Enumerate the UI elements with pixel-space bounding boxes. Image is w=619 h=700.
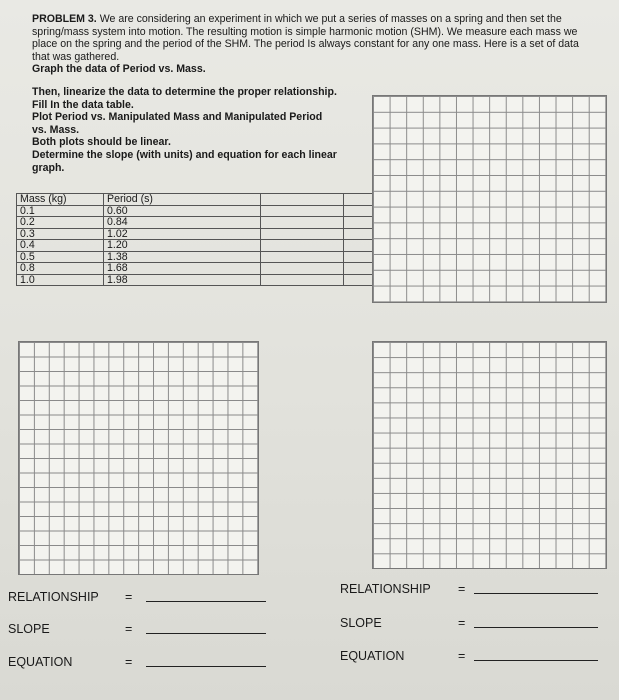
header-period: Period (s): [104, 194, 261, 206]
table-row: [17, 240, 429, 252]
equation-equals-right: =: [458, 649, 466, 663]
period-cell: 1.38: [104, 251, 261, 263]
blank-cell[interactable]: [261, 251, 344, 263]
equation-equals-left: =: [125, 655, 133, 669]
mass-cell: 0.4: [17, 240, 104, 252]
mass-cell: 1.0: [17, 274, 104, 286]
slope-blank-right[interactable]: [474, 627, 598, 628]
slope-label-left: SLOPE: [8, 622, 50, 636]
relationship-blank-right[interactable]: [474, 593, 598, 594]
mass-cell: 0.2: [17, 217, 104, 229]
mass-cell: 0.3: [17, 228, 104, 240]
blank-cell[interactable]: [261, 228, 344, 240]
period-cell: 1.98: [104, 274, 261, 286]
period-cell: 0.60: [104, 205, 261, 217]
slope-blank-left[interactable]: [146, 633, 266, 634]
table-row: [17, 263, 429, 275]
period-cell: 1.02: [104, 228, 261, 240]
relationship-blank-left[interactable]: [146, 601, 266, 602]
slope-label-right: SLOPE: [340, 616, 382, 630]
slope-equals-right: =: [458, 616, 466, 630]
table-row: [17, 228, 429, 240]
blank-cell[interactable]: [261, 274, 344, 286]
equation-label-left: EQUATION: [8, 655, 73, 669]
blank-cell[interactable]: [261, 217, 344, 229]
blank-cell[interactable]: [261, 205, 344, 217]
graph-grid-bottom-left[interactable]: [18, 341, 259, 575]
table-header-row: [17, 194, 429, 206]
relationship-label-left: RELATIONSHIP: [8, 590, 99, 604]
blank-cell[interactable]: [261, 263, 344, 275]
instruction-1: Graph the data of Period vs. Mass.: [32, 63, 206, 76]
equation-label-right: EQUATION: [340, 649, 405, 663]
table-row: [17, 217, 429, 229]
mass-cell: 0.5: [17, 251, 104, 263]
problem-text: [32, 13, 592, 63]
relationship-equals-right: =: [458, 582, 466, 596]
mass-cell: 0.8: [17, 263, 104, 275]
task-2: Plot Period vs. Manipulated Mass and Manipulated Period vs. Mass.: [32, 111, 323, 136]
table-row: [17, 205, 429, 217]
data-table: [16, 193, 429, 286]
table-row: [17, 251, 429, 263]
period-cell: 0.84: [104, 217, 261, 229]
equation-blank-left[interactable]: [146, 666, 266, 667]
table-row: [17, 274, 429, 286]
header-mass: Mass (kg): [17, 194, 104, 206]
task-4: Determine the slope (with units) and equation for each linear graph.: [32, 148, 337, 174]
period-cell: 1.20: [104, 240, 261, 252]
graph-grid-top-right[interactable]: [372, 95, 607, 303]
problem-number: PROBLEM 3.: [32, 13, 97, 25]
relationship-equals-left: =: [125, 590, 133, 604]
header-blank-1[interactable]: [261, 194, 344, 206]
slope-equals-left: =: [125, 622, 133, 636]
instruction-2: Then, linearize the data to determine the proper relationship.: [32, 86, 337, 98]
task-1: Fill In the data table.: [32, 98, 134, 111]
task-3: Both plots should be linear.: [32, 136, 171, 149]
period-cell: 1.68: [104, 263, 261, 275]
task-list: [32, 86, 362, 174]
problem-intro: [32, 13, 592, 76]
relationship-label-right: RELATIONSHIP: [340, 582, 431, 596]
mass-cell: 0.1: [17, 205, 104, 217]
problem-description: We are considering an experiment in which we put a series of masses on a spring and then set the spring/mass system into motion. The resulting motion is simple harmonic motion (SHM). We measure each mass we place on the spring and the period of the SHM. The period Is always constant for any one mass. Here is a set of data that was gathered.: [32, 13, 579, 63]
graph-grid-bottom-right[interactable]: [372, 341, 607, 569]
blank-cell[interactable]: [261, 240, 344, 252]
equation-blank-right[interactable]: [474, 660, 598, 661]
